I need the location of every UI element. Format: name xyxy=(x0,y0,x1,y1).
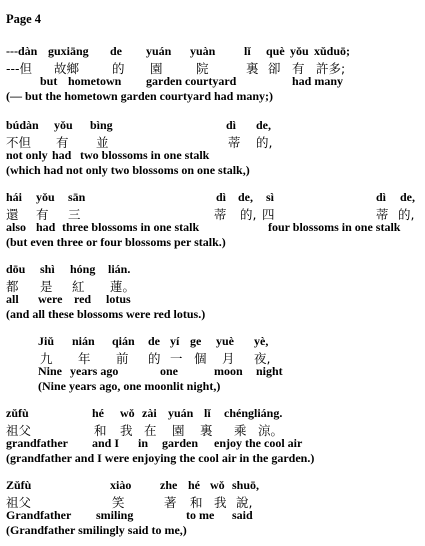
pinyin-line xyxy=(0,262,425,278)
gloss-word: garden courtyard xyxy=(146,74,237,88)
hanzi-word: 並 xyxy=(96,135,109,150)
pinyin-word: hé xyxy=(188,478,200,492)
pinyin-word: què xyxy=(266,44,285,58)
hanzi-word: 紅 xyxy=(72,279,85,294)
translation-line xyxy=(0,379,425,395)
gloss-line xyxy=(0,148,425,164)
gloss-word: two blossoms in one stalk xyxy=(80,148,210,162)
hanzi-word: 說, xyxy=(236,495,253,510)
hanzi-word: 裏 xyxy=(246,61,259,76)
pinyin-word: wǒ xyxy=(120,406,135,420)
translation-text: (which had not only two blossoms on one stalk,) xyxy=(6,163,250,177)
translation-text: (Nine years ago, one moonlit night,) xyxy=(38,379,221,393)
hanzi-word: 的, xyxy=(256,135,273,150)
pinyin-line xyxy=(0,190,425,206)
hanzi-line xyxy=(0,59,425,75)
pinyin-word: de, xyxy=(256,118,271,132)
hanzi-word: 三 xyxy=(68,207,81,222)
hanzi-word: 蒂 xyxy=(228,135,241,150)
pinyin-word: zǔfù xyxy=(6,406,29,420)
pinyin-word: yuán xyxy=(168,406,194,420)
gloss-word: lotus xyxy=(106,292,131,306)
hanzi-word: 和 xyxy=(94,423,107,438)
hanzi-line xyxy=(0,349,425,365)
translation-text: (and all these blossoms were red lotus.) xyxy=(6,307,206,321)
pinyin-word: de xyxy=(148,334,160,348)
translation-line xyxy=(0,523,425,539)
gloss-word: Nine xyxy=(38,364,62,378)
pinyin-word: zhe xyxy=(160,478,178,492)
hanzi-word: 裏 xyxy=(200,423,213,438)
pinyin-word: yuè xyxy=(216,334,234,348)
page-label: Page 4 xyxy=(6,12,42,26)
hanzi-word: 蒂 xyxy=(214,207,227,222)
pinyin-word: shuō, xyxy=(232,478,260,492)
pinyin-word: dì xyxy=(376,190,387,204)
pinyin-word: hái xyxy=(6,190,23,204)
pinyin-word: yǒu xyxy=(36,190,55,204)
pinyin-word: hóng xyxy=(70,262,96,276)
pinyin-word: zài xyxy=(142,406,157,420)
hanzi-word: 有 xyxy=(56,135,69,150)
gloss-word: had xyxy=(52,148,72,162)
hanzi-word: 都 xyxy=(6,279,19,294)
translation-line xyxy=(0,89,425,105)
hanzi-word: 蒂 xyxy=(376,207,389,222)
hanzi-line xyxy=(0,205,425,221)
hanzi-line xyxy=(0,133,425,149)
hanzi-word: 還 xyxy=(6,207,19,222)
gloss-line xyxy=(0,508,425,524)
translation-line xyxy=(0,307,425,323)
hanzi-line xyxy=(0,493,425,509)
pinyin-word: shì xyxy=(40,262,55,276)
gloss-word: also xyxy=(6,220,27,234)
hanzi-word: 祖父 xyxy=(6,423,32,438)
pinyin-word: de, xyxy=(400,190,415,204)
pinyin-word: búdàn xyxy=(6,118,39,132)
pinyin-word: Zǔfù xyxy=(6,478,32,492)
hanzi-word: 和 xyxy=(190,495,203,510)
hanzi-word: 不但 xyxy=(6,135,32,150)
gloss-line xyxy=(0,292,425,308)
gloss-word: Grandfather xyxy=(6,508,72,522)
hanzi-word: 是 xyxy=(40,279,53,294)
pinyin-line xyxy=(0,118,425,134)
gloss-line xyxy=(0,220,425,236)
hanzi-word: 的 xyxy=(148,351,161,366)
gloss-word: had xyxy=(36,220,56,234)
pinyin-line xyxy=(0,334,425,350)
gloss-word: said xyxy=(232,508,253,522)
pinyin-word: ge xyxy=(190,334,202,348)
hanzi-word: 笑 xyxy=(112,495,125,510)
hanzi-word: 祖父 xyxy=(6,495,32,510)
hanzi-word: 夜, xyxy=(254,351,271,366)
hanzi-word: 我 xyxy=(214,495,227,510)
pinyin-line xyxy=(0,406,425,422)
hanzi-word: 月 xyxy=(222,351,235,366)
pinyin-word: lǐ xyxy=(204,406,211,420)
gloss-word: not only xyxy=(6,148,48,162)
pinyin-word: Jiǔ xyxy=(38,334,55,348)
pinyin-word: yuàn xyxy=(190,44,216,58)
hanzi-line xyxy=(0,421,425,437)
gloss-word: red xyxy=(74,292,92,306)
gloss-word: enjoy the cool air xyxy=(214,436,303,450)
pinyin-word: de xyxy=(110,44,122,58)
gloss-line xyxy=(0,436,425,452)
pinyin-word: yǒu xyxy=(54,118,73,132)
hanzi-word: 四 xyxy=(262,207,275,222)
hanzi-word: 的, xyxy=(398,207,415,222)
translation-line xyxy=(0,163,425,179)
hanzi-word: 乘 xyxy=(234,423,247,438)
hanzi-word: 的, xyxy=(240,207,257,222)
gloss-word: smiling xyxy=(96,508,134,522)
gloss-word: to me xyxy=(186,508,215,522)
pinyin-word: wǒ xyxy=(210,478,225,492)
pinyin-word: qián xyxy=(112,334,135,348)
gloss-line xyxy=(0,364,425,380)
hanzi-word: 故鄉 xyxy=(54,61,80,76)
hanzi-word: 卻 xyxy=(268,61,281,76)
pinyin-word: nián xyxy=(72,334,95,348)
pinyin-word: yè, xyxy=(254,334,269,348)
hanzi-word: 在 xyxy=(144,423,157,438)
gloss-word: all xyxy=(6,292,19,306)
hanzi-word: 許多; xyxy=(316,61,346,76)
pinyin-word: lǐ xyxy=(244,44,251,58)
pinyin-word: xiào xyxy=(110,478,132,492)
hanzi-word: 一 xyxy=(170,351,183,366)
hanzi-line xyxy=(0,277,425,293)
hanzi-word: 涼。 xyxy=(258,423,284,438)
hanzi-word: 個 xyxy=(194,351,207,366)
hanzi-word: 著 xyxy=(164,495,177,510)
gloss-word: one xyxy=(160,364,178,378)
gloss-word: four blossoms in one stalk xyxy=(268,220,401,234)
pinyin-word: ---dàn xyxy=(6,44,38,58)
pinyin-word: sì xyxy=(266,190,275,204)
pinyin-word: de, xyxy=(238,190,253,204)
hanzi-word: 蓮。 xyxy=(110,279,136,294)
pinyin-word: sān xyxy=(68,190,86,204)
gloss-word: moon xyxy=(214,364,243,378)
hanzi-word: 院 xyxy=(196,61,209,76)
pinyin-line xyxy=(0,44,425,60)
hanzi-word: 的 xyxy=(112,61,125,76)
gloss-word: three blossoms in one stalk xyxy=(62,220,200,234)
gloss-word: garden xyxy=(162,436,198,450)
pinyin-word: dì xyxy=(226,118,237,132)
gloss-word: grandfather xyxy=(6,436,68,450)
hanzi-word: ---但 xyxy=(6,61,33,76)
gloss-word: but xyxy=(40,74,58,88)
pinyin-word: xǔduō; xyxy=(314,44,351,58)
pinyin-word: yǒu xyxy=(290,44,309,58)
pinyin-word: bìng xyxy=(90,118,113,132)
gloss-word: and I xyxy=(92,436,120,450)
hanzi-word: 有 xyxy=(36,207,49,222)
hanzi-word: 園 xyxy=(172,423,185,438)
hanzi-word: 前 xyxy=(116,351,129,366)
pinyin-word: guxiāng xyxy=(48,44,89,58)
translation-text: (— but the hometown garden courtyard had many;) xyxy=(6,89,273,103)
translation-text: (but even three or four blossoms per stalk.) xyxy=(6,235,226,249)
gloss-word: had many xyxy=(292,74,344,88)
gloss-word: night xyxy=(256,364,283,378)
hanzi-word: 九 xyxy=(40,351,53,366)
translation-text: (grandfather and I were enjoying the cool air in the garden.) xyxy=(6,451,315,465)
gloss-line xyxy=(0,74,425,90)
gloss-word: were xyxy=(38,292,63,306)
pinyin-line xyxy=(0,478,425,494)
pinyin-word: dì xyxy=(216,190,227,204)
translation-line xyxy=(0,451,425,467)
gloss-word: years ago xyxy=(70,364,119,378)
pinyin-word: yí xyxy=(170,334,180,348)
hanzi-word: 園 xyxy=(150,61,163,76)
pinyin-word: dōu xyxy=(6,262,26,276)
hanzi-word: 年 xyxy=(78,351,91,366)
pinyin-word: lián. xyxy=(108,262,131,276)
translation-text: (Grandfather smilingly said to me,) xyxy=(6,523,187,537)
pinyin-word: hé xyxy=(92,406,104,420)
gloss-word: in xyxy=(138,436,149,450)
hanzi-word: 有 xyxy=(292,61,305,76)
pinyin-word: chéngliáng. xyxy=(224,406,283,420)
translation-line xyxy=(0,235,425,251)
pinyin-word: yuán xyxy=(146,44,172,58)
gloss-word: hometown xyxy=(68,74,122,88)
hanzi-word: 我 xyxy=(120,423,133,438)
